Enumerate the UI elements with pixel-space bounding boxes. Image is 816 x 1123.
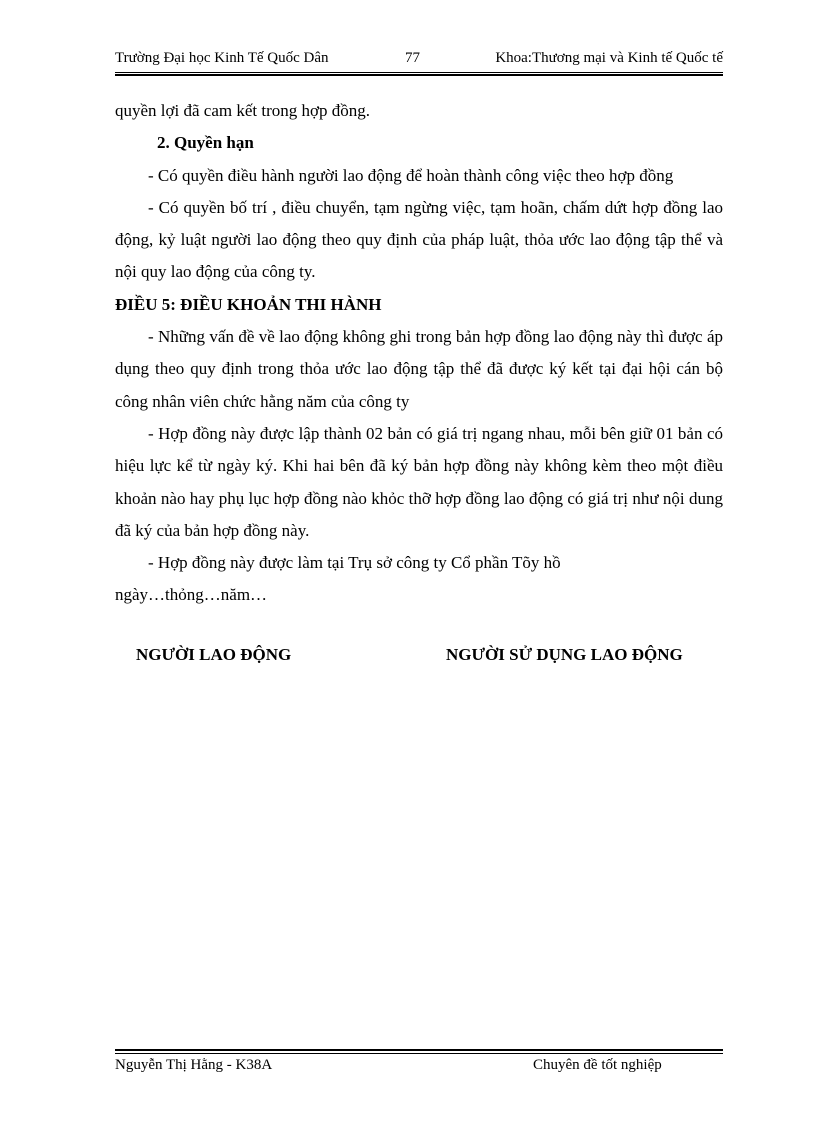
header-university: Trường Đại học Kinh Tế Quốc Dân [115, 50, 329, 66]
footer-rule [115, 1049, 723, 1054]
footer-author: Nguyễn Thị Hằng - K38A [115, 1057, 273, 1073]
article-5-paragraph-1: - Những vấn đề về lao động không ghi trong bản hợp đồng lao động này thì được áp dụng theo quy định trong thỏa ước lao động tập thể đã được ký kết tại đại hội cán bộ công nhân viên chức hằng năm của công ty [115, 327, 723, 411]
article-5-paragraph-2: - Hợp đồng này được lập thành 02 bản có giá trị ngang nhau, mỗi bên giữ 01 bản có hiệu lực kể từ ngày ký. Khi hai bên đã ký bản hợp đồng này không kèm theo một điều khoản nào hay phụ lục hợp đồng nào khỏc thỡ hợp đồng lao động có giá trị như nội dung đã ký của bản hợp đồng này. [115, 423, 723, 540]
rights-item-1: - Có quyền điều hành người lao động để hoàn thành công việc theo hợp đồng [148, 165, 674, 185]
document-body [115, 95, 723, 612]
continuation-line: quyền lợi đã cam kết trong hợp đồng. [115, 101, 370, 120]
header-rule [115, 72, 723, 76]
footer-doc-type: Chuyên đề tốt nghiệp [533, 1057, 662, 1073]
employer-signature-label: NGƯỜI SỬ DỤNG LAO ĐỘNG [446, 645, 683, 664]
employee-signature-label: NGƯỜI LAO ĐỘNG [136, 645, 292, 664]
article-5-title: ĐIỀU 5: ĐIỀU KHOẢN THI HÀNH [115, 294, 382, 314]
header-faculty: Khoa:Thương mại và Kinh tế Quốc tế [495, 50, 723, 66]
page-header [115, 50, 723, 72]
date-line: ngày…thỏng…năm… [115, 585, 268, 605]
rights-item-2: - Có quyền bố trí , điều chuyển, tạm ngừng việc, tạm hoãn, chấm dứt hợp đồng lao động, kỷ luật người lao động theo quy định của pháp luật, thỏa ước lao động tập thể và nội quy lao động của công ty. [115, 197, 723, 282]
header-page-number: 77 [405, 50, 420, 66]
section-2-title: 2. Quyền hạn [157, 133, 254, 153]
article-5-paragraph-3: - Hợp đồng này được làm tại Trụ sở công ty Cổ phần Tõy hồ [148, 553, 561, 573]
